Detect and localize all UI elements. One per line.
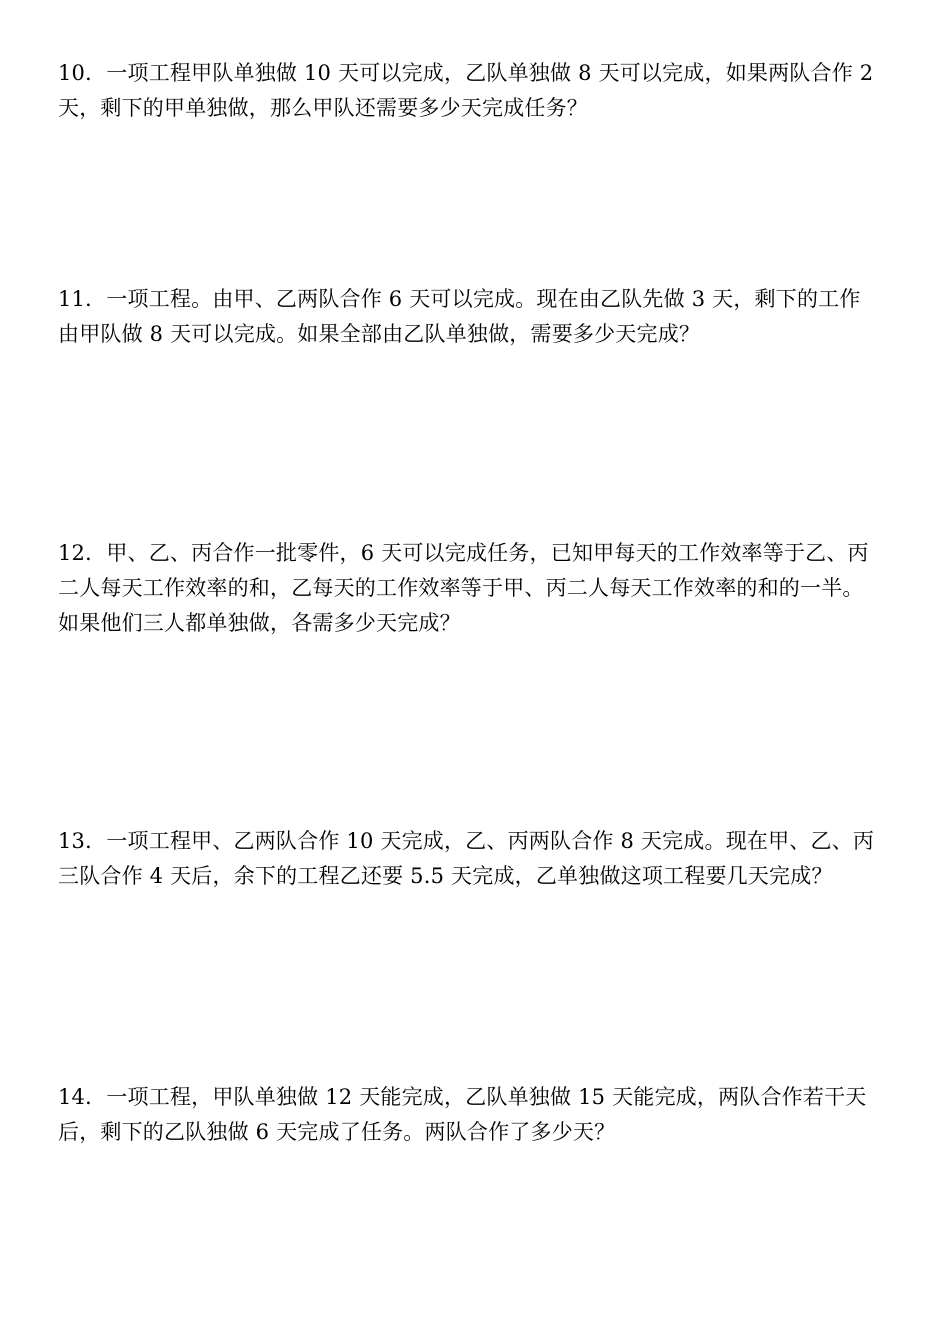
problem-11-line-2: 由甲队做 8 天可以完成。如果全部由乙队单独做，需要多少天完成？ xyxy=(58,322,701,346)
problem-13-line-2: 三队合作 4 天后，余下的工程乙还要 5.5 天完成，乙单独做这项工程要几天完成？ xyxy=(58,864,833,888)
problem-10 xyxy=(58,56,898,126)
problem-11-line-1: 11．一项工程。由甲、乙两队合作 6 天可以完成。现在由乙队先做 3 天，剩下的工作 xyxy=(58,287,861,311)
problem-10-line-2: 天，剩下的甲单独做，那么甲队还需要多少天完成任务？ xyxy=(58,96,588,120)
problem-12-line-2: 二人每天工作效率的和，乙每天的工作效率等于甲、丙二人每天工作效率的和的一半。 xyxy=(58,576,864,600)
problem-11 xyxy=(58,282,898,352)
problem-14 xyxy=(58,1080,898,1150)
problem-14-line-2: 后，剩下的乙队独做 6 天完成了任务。两队合作了多少天？ xyxy=(58,1120,616,1144)
problem-12-line-3: 如果他们三人都单独做，各需多少天完成？ xyxy=(58,611,461,635)
problem-12-line-1: 12．甲、乙、丙合作一批零件，6 天可以完成任务，已知甲每天的工作效率等于乙、丙 xyxy=(58,541,869,565)
problem-14-line-1: 14．一项工程，甲队单独做 12 天能完成，乙队单独做 15 天能完成，两队合作若干天 xyxy=(58,1085,867,1109)
problem-13-line-1: 13．一项工程甲、乙两队合作 10 天完成，乙、丙两队合作 8 天完成。现在甲、乙、丙 xyxy=(58,829,875,853)
problem-13 xyxy=(58,824,898,894)
problem-12 xyxy=(58,536,898,641)
problem-10-line-1: 10．一项工程甲队单独做 10 天可以完成，乙队单独做 8 天可以完成，如果两队合作 2 xyxy=(58,61,874,85)
